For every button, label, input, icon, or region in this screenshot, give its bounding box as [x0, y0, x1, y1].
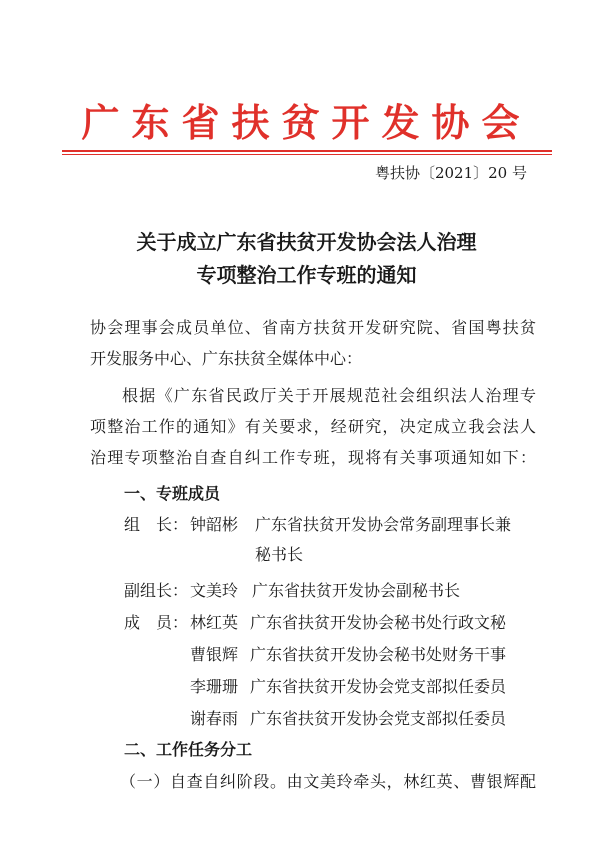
document-number: 粤扶协〔2021〕20 号: [374, 164, 527, 182]
recipients-line-1: 协会理事会成员单位、省南方扶贫开发研究院、省国粤扶贫: [90, 318, 536, 337]
leader-name: 钟韶彬: [190, 515, 239, 534]
member-role-1: 广东省扶贫开发协会秘书处行政文秘: [250, 613, 507, 632]
leader-role-line-2: 秘书长: [255, 545, 304, 564]
recipients-line-2: 开发服务中心、广东扶贫全媒体中心：: [90, 349, 363, 368]
member-role-2: 广东省扶贫开发协会秘书处财务干事: [250, 645, 507, 664]
member-role-4: 广东省扶贫开发协会党支部拟任委员: [250, 709, 507, 728]
intro-line-3: 治理专项整治自查自纠工作专班，现将有关事项通知如下：: [90, 448, 536, 467]
section-2-item-1: （一）自查自纠阶段。由文美玲牵头，林红英、曹银辉配: [120, 772, 536, 791]
member-name-1: 林红英: [190, 613, 239, 632]
document-title-line-2: 专项整治工作专班的通知: [196, 263, 417, 287]
member-name-4: 谢春雨: [190, 709, 239, 728]
leader-label: 组 长：: [124, 515, 189, 534]
deputy-label: 副组长：: [124, 581, 189, 600]
members-label: 成 员：: [124, 613, 189, 632]
document-title-line-1: 关于成立广东省扶贫开发协会法人治理: [136, 230, 477, 254]
section-2-heading: 二、工作任务分工: [124, 740, 253, 759]
org-header-title: 广东省扶贫开发协会: [81, 101, 532, 145]
member-name-3: 李珊珊: [190, 677, 239, 696]
member-name-2: 曹银辉: [190, 645, 239, 664]
section-1-heading: 一、专班成员: [124, 484, 221, 503]
member-role-3: 广东省扶贫开发协会党支部拟任委员: [250, 677, 507, 696]
deputy-role: 广东省扶贫开发协会副秘书长: [252, 581, 461, 600]
leader-role-line-1: 广东省扶贫开发协会常务副理事长兼: [255, 515, 512, 534]
intro-line-1: 根据《广东省民政厅关于开展规范社会组织法人治理专: [122, 386, 536, 405]
header-red-rule-thin: [62, 154, 552, 155]
header-red-rule: [62, 150, 552, 152]
intro-line-2: 项整治工作的通知》有关要求，经研究，决定成立我会法人: [90, 417, 536, 436]
deputy-name: 文美玲: [190, 581, 239, 600]
